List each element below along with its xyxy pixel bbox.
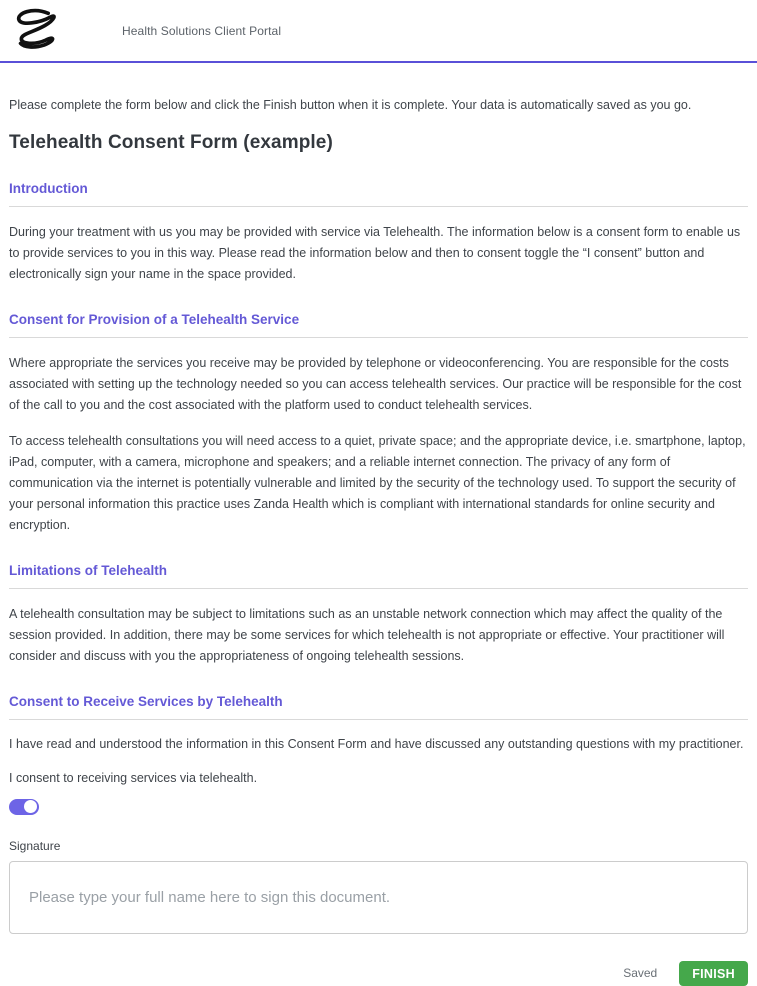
section-paragraph: To access telehealth consultations you will need access to a quiet, private space; and the appropriate device, i.e. smartphone, laptop, iPad, computer, with a camera, microphone and speakers; and a reliable internet connection. The privacy of any form of communication via the internet is potentially vulnerable and limited by the security of the technology used. To support the security of your personal information this practice uses Zanda Health which is compliant with international standards for online security and encryption. — [9, 433, 746, 532]
section-divider — [9, 337, 748, 338]
portal-header — [0, 0, 757, 63]
section-paragraph: A telehealth consultation may be subject to limitations such as an unstable network connection which may affect the quality of the session provided. In addition, there may be some services for which telehealth is not appropriate or effective. Your practitioner will consider and discuss with you the appropriateness of ongoing telehealth sessions. — [9, 606, 725, 663]
section-heading-limitations: Limitations of Telehealth — [9, 562, 168, 578]
section-divider — [9, 588, 748, 589]
section-heading-consent-to-receive: Consent to Receive Services by Telehealth — [9, 693, 283, 709]
section-paragraph: Where appropriate the services you receive may be provided by telephone or videoconferencing. You are responsible for the costs associated with setting up the technology needed so you can access telehealth services. Our practice will be responsible for the cost of the call to you and the cost associated with the platform used to conduct telehealth services. — [9, 355, 742, 412]
signature-label: Signature — [9, 838, 61, 853]
saved-status: Saved — [623, 966, 658, 981]
section-introduction — [9, 181, 748, 285]
section-paragraph: During your treatment with us you may be provided with service via Telehealth. The information below is a consent form to enable us to provide services to you in this way. Please read the information below and then to consent toggle the “I consent” button and electronically sign your name in the space provided. — [9, 224, 741, 281]
form-title: Telehealth Consent Form (example) — [9, 131, 333, 153]
form-instructions: Please complete the form below and click the Finish button when it is complete. Your data is automatically saved as you go. — [9, 98, 692, 112]
signature-block — [9, 839, 748, 934]
portal-title: Health Solutions Client Portal — [122, 23, 282, 38]
section-consent-to-receive — [9, 694, 748, 815]
section-divider — [9, 719, 748, 720]
zanda-scribble-logo-icon — [8, 4, 64, 60]
finish-button[interactable]: FINISH — [679, 961, 748, 986]
form-footer — [9, 961, 748, 986]
consent-statement-text: I consent to receiving services via telehealth. — [9, 770, 258, 785]
section-limitations — [9, 563, 748, 667]
signature-input[interactable] — [9, 861, 748, 934]
section-heading-provision: Consent for Provision of a Telehealth Service — [9, 311, 300, 327]
section-provision-consent — [9, 312, 748, 536]
consent-acknowledgement-text: I have read and understood the information in this Consent Form and have discussed any outstanding questions with my practitioner. — [9, 736, 744, 751]
consent-form — [0, 96, 757, 986]
section-heading-introduction: Introduction — [9, 180, 88, 196]
consent-toggle[interactable] — [9, 799, 39, 815]
section-divider — [9, 206, 748, 207]
toggle-knob-icon — [24, 800, 37, 813]
